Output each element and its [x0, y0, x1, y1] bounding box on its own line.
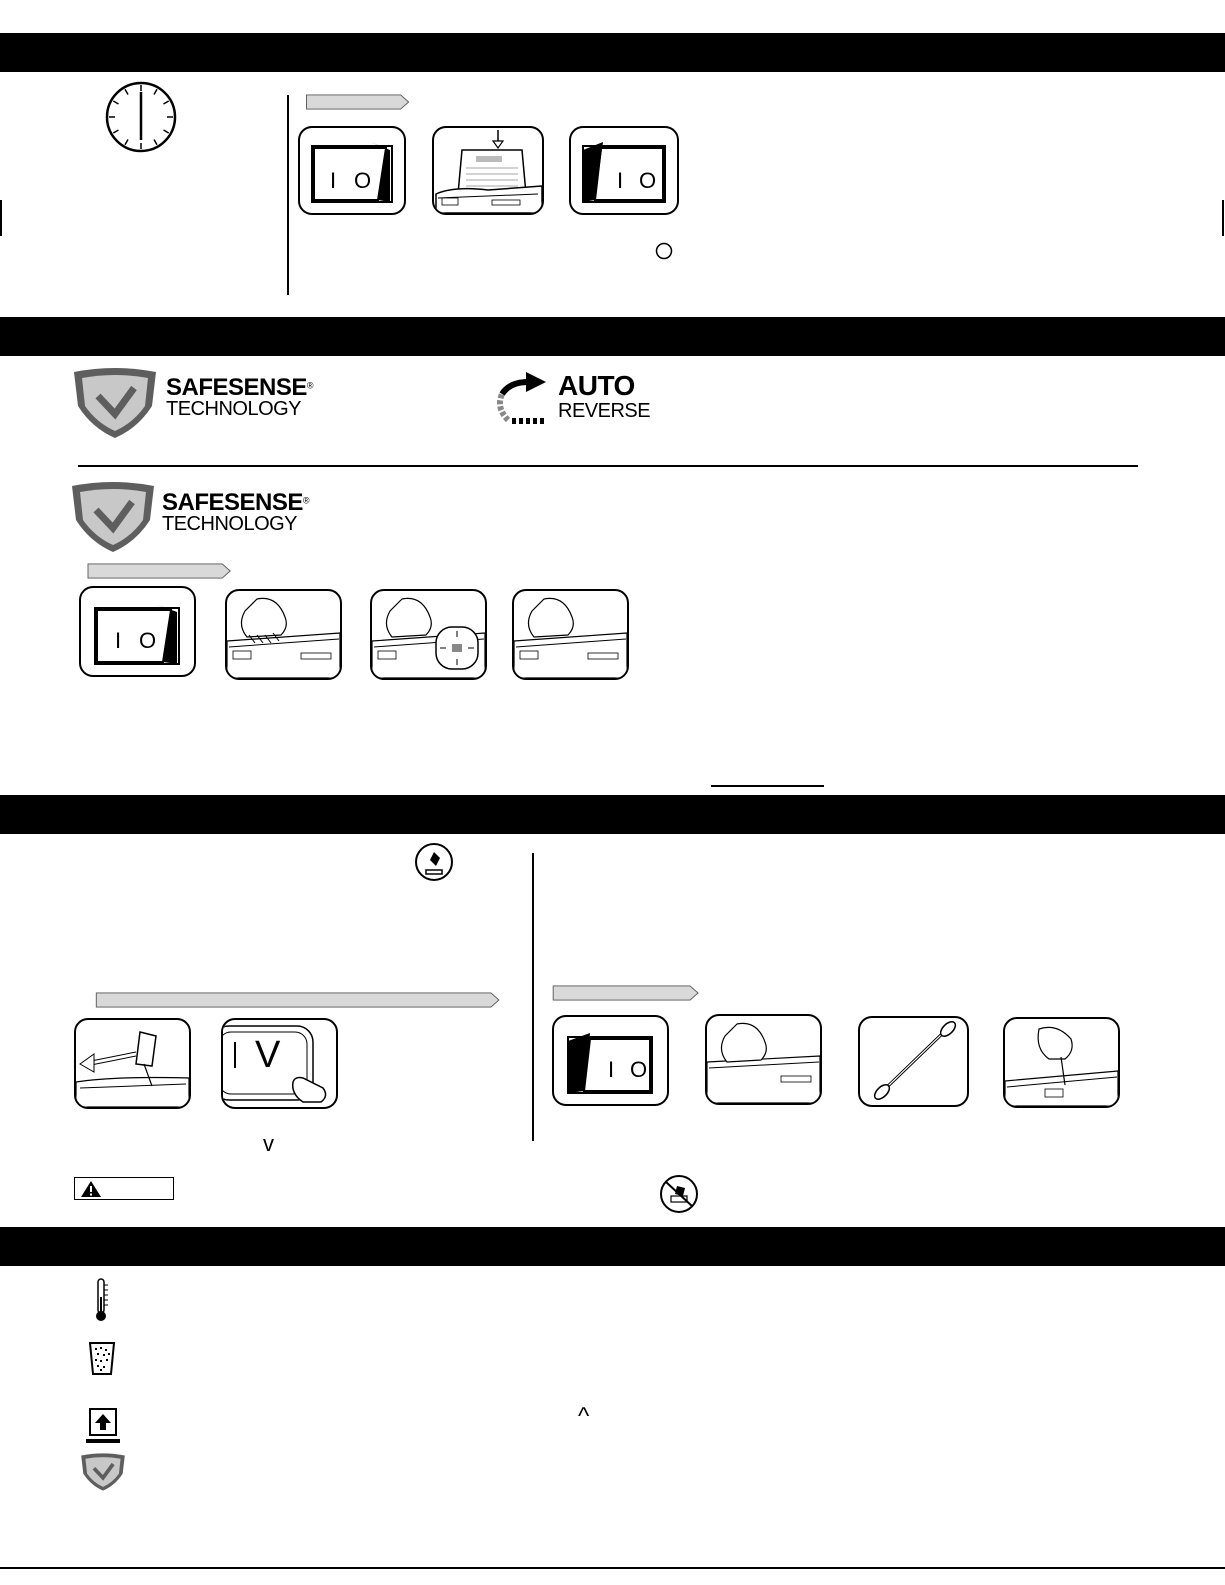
safesense-logo-text — [162, 489, 310, 536]
panel-safesense-switch-on — [79, 586, 196, 677]
panel-clean-hand — [705, 1014, 822, 1105]
underline-rule — [711, 785, 824, 787]
switch-on-label: I — [330, 168, 337, 193]
panel-safesense-hand-on-opening — [225, 589, 342, 680]
switch-off-label: O — [639, 168, 657, 193]
step-arrow-tab-oiling — [70, 992, 527, 1008]
reverse-caret-symbol: v — [263, 1131, 274, 1156]
safesense-indicator-illustration — [372, 591, 485, 678]
section-bar-maintenance — [0, 795, 1225, 834]
hand-removed-illustration — [514, 591, 627, 678]
edge-tick-left — [0, 200, 2, 236]
divider-features — [78, 465, 1138, 467]
rocker-switch-off-icon — [571, 128, 677, 213]
registered-mark: ® — [302, 495, 310, 506]
panel-safesense-hand-removed — [512, 589, 629, 680]
rocker-switch-on-icon — [300, 128, 404, 213]
registered-mark: ® — [306, 380, 314, 391]
safesense-shield-icon — [78, 1451, 128, 1493]
safesense-sub: TECHNOLOGY — [166, 398, 302, 420]
safesense-shield-icon — [68, 366, 162, 440]
reverse-key-label: V — [255, 1034, 281, 1076]
panel-clean-switch-on — [552, 1015, 669, 1106]
switch-on-label: I — [115, 628, 122, 653]
rocker-switch-on-icon — [81, 588, 194, 675]
panel-clean-sensor — [1003, 1017, 1120, 1108]
hand-near-paper-entry-illustration — [707, 1016, 820, 1103]
section-bar-operation — [0, 33, 1225, 72]
safesense-word: SAFESENSE — [166, 374, 307, 401]
switch-on-label: I — [608, 1057, 615, 1082]
safesense-word: SAFESENSE — [162, 489, 303, 516]
safesense-sub: TECHNOLOGY — [162, 513, 298, 535]
clock-icon — [104, 80, 178, 154]
switch-off-label: O — [630, 1057, 648, 1082]
auto-reverse-arrow-icon — [494, 372, 550, 426]
thermometer-icon — [92, 1277, 110, 1323]
panel-switch-on — [298, 126, 406, 215]
switch-off-label: O — [354, 168, 372, 193]
switch-on-label: I — [617, 168, 624, 193]
off-symbol-icon — [655, 242, 673, 260]
safesense-shield-icon — [66, 480, 160, 554]
warning-triangle-icon — [80, 1180, 102, 1198]
switch-off-label: O — [139, 628, 157, 653]
forward-caret-symbol: ^ — [578, 1403, 590, 1430]
section-bar-features — [0, 317, 1225, 356]
oil-shredder-icon — [414, 842, 454, 882]
column-divider-maintenance — [532, 853, 534, 1141]
safesense-logo-text — [166, 374, 314, 421]
footer-rule — [0, 1567, 1225, 1569]
insert-paper-illustration — [434, 128, 542, 213]
step-arrow-tab-cleaning — [543, 985, 710, 1001]
clean-sensor-illustration — [1005, 1019, 1118, 1106]
column-divider-operation — [287, 95, 289, 295]
no-aerosol-icon — [659, 1174, 699, 1214]
panel-safesense-indicator-light — [370, 589, 487, 680]
bin-full-icon — [88, 1340, 116, 1376]
edge-tick-right — [1222, 200, 1224, 236]
cotton-swab-illustration — [860, 1018, 967, 1105]
auto-word: AUTO — [558, 370, 635, 401]
step-arrow-tab-safesense — [78, 563, 242, 579]
auto-reverse-logo-text — [558, 372, 650, 422]
panel-switch-off — [569, 126, 679, 215]
panel-press-reverse — [221, 1018, 338, 1109]
apply-oil-illustration — [76, 1020, 189, 1107]
panel-insert-paper — [432, 126, 544, 215]
hand-near-paper-entry-illustration — [227, 591, 340, 678]
door-open-icon — [84, 1406, 122, 1446]
reverse-word: REVERSE — [558, 400, 651, 422]
panel-apply-oil — [74, 1018, 191, 1109]
panel-cotton-swab — [858, 1016, 969, 1107]
section-bar-troubleshooting — [0, 1227, 1225, 1266]
step-arrow-tab-operation — [299, 94, 417, 110]
